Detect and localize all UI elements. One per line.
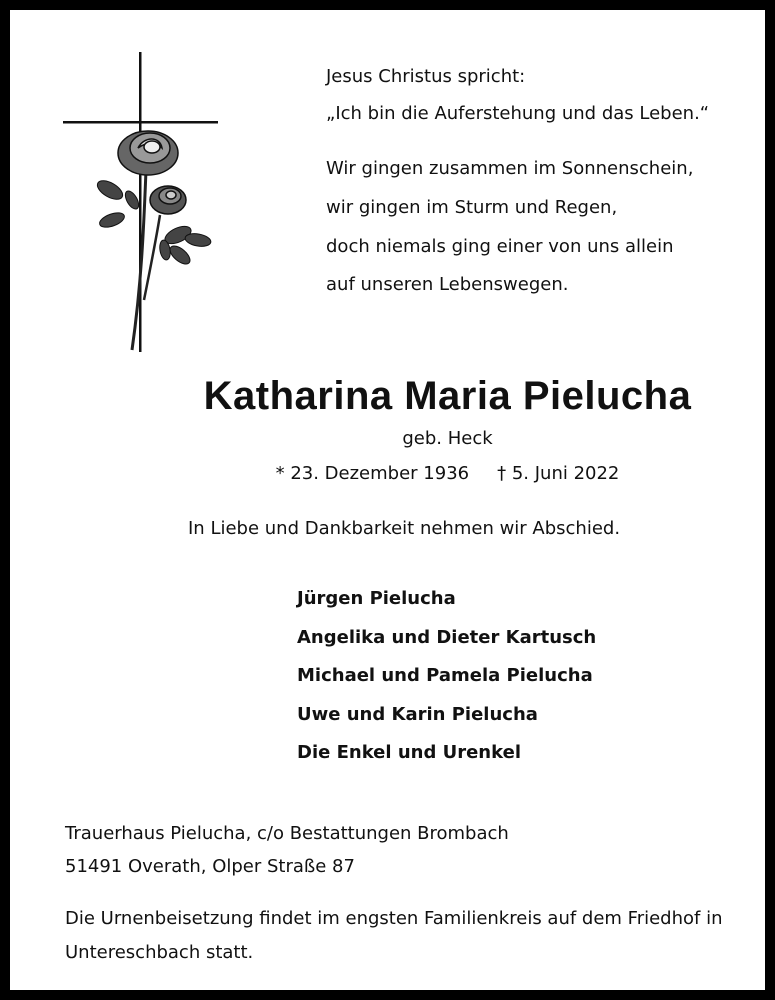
bereaved-name: Angelika und Dieter Kartusch	[297, 627, 597, 648]
verse-quote: „Ich bin die Auferstehung und das Leben.“	[326, 103, 710, 124]
bereaved-name: Uwe und Karin Pielucha	[297, 704, 538, 725]
poem-line: auf unseren Lebenswegen.	[326, 274, 569, 295]
bereaved-name: Michael und Pamela Pielucha	[297, 665, 593, 686]
poem-line: Wir gingen zusammen im Sonnenschein,	[326, 158, 694, 179]
poem-line: wir gingen im Sturm und Regen,	[326, 197, 618, 218]
burial-note-line: Untereschbach statt.	[65, 942, 254, 963]
verse-intro: Jesus Christus spricht:	[326, 66, 526, 87]
bereaved-name: Jürgen Pielucha	[297, 588, 456, 609]
bereaved-name: Die Enkel und Urenkel	[297, 742, 521, 763]
burial-note-line: Die Urnenbeisetzung findet im engsten Familienkreis auf dem Friedhof in	[65, 908, 723, 929]
death-date: † 5. Juni 2022	[497, 463, 620, 484]
cross-with-roses-icon	[60, 50, 225, 355]
birth-date: * 23. Dezember 1936	[275, 463, 470, 484]
deceased-name: Katharina Maria Pielucha	[203, 374, 692, 418]
maiden-name: geb. Heck	[402, 428, 493, 449]
poem-line: doch niemals ging einer von uns allein	[326, 236, 674, 257]
address-line: 51491 Overath, Olper Straße 87	[65, 856, 355, 877]
farewell-text: In Liebe und Dankbarkeit nehmen wir Abschied.	[188, 518, 621, 539]
life-dates	[10, 463, 775, 485]
address-line: Trauerhaus Pielucha, c/o Bestattungen Brombach	[65, 823, 509, 844]
